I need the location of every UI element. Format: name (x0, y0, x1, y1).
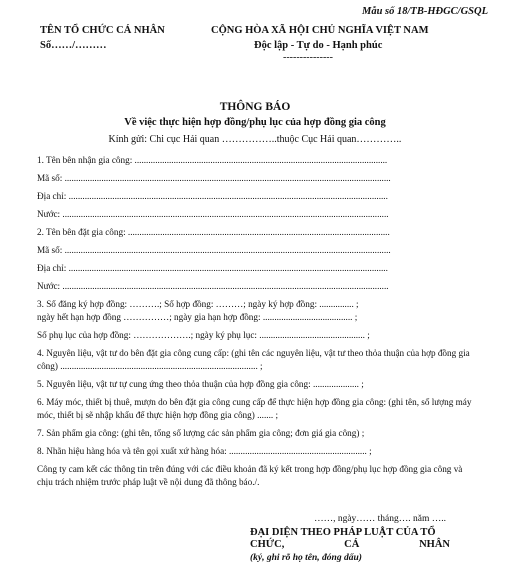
form-code: Mẫu số 18/TB-HĐGC/GSQL (361, 6, 488, 17)
form-body (37, 154, 477, 489)
commitment-statement: Công ty cam kết các thông tin trên đúng với các điều khoản đã ký kết trong hợp đồng/phụ lục hợp đồng gia công và chịu trách nhiệm trước pháp luật về nội dung đã thông báo./. (37, 464, 463, 487)
recipient-line: Kính gửi: Chi cục Hải quan ……………..thuộc Cục Hải quan………….. (108, 134, 402, 145)
signature-note: (ký, ghi rõ họ tên, đóng dấu) (250, 553, 362, 563)
signature-title: ĐẠI DIỆN THEO PHÁP LUẬT CỦA TỔ (250, 527, 436, 538)
field-recipient-party-name: 1. Tên bên nhận gia công: .............................................................................................................. (37, 155, 388, 165)
signature-word-ca: CÁ (344, 539, 360, 550)
signature-block (250, 514, 450, 563)
doc-subtitle: Về việc thực hiện hợp đồng/phụ lục của hợp đồng gia công (124, 117, 386, 128)
doc-title: THÔNG BÁO (219, 101, 291, 113)
doc-number: Số……/……… (40, 40, 107, 51)
field-ordering-party-country: Nước: .............................................................................................................................................. (37, 281, 389, 291)
field-trademark-origin: 8. Nhãn hiệu hàng hóa và tên gọi xuất xứ hàng hóa: ............................................................ ; (37, 446, 372, 456)
signature-word-org: CHỨC, (250, 539, 285, 550)
signature-title-line2 (250, 539, 450, 551)
field-ordering-party-address: Địa chỉ: ........................................................................................................................................... (37, 263, 388, 273)
field-appendix-number: Số phụ lục của hợp đồng: ……………….; ngày ký phụ lục: .............................................. ; (37, 330, 370, 340)
field-recipient-party-address: Địa chỉ: ........................................................................................................................................... (37, 191, 388, 201)
field-machinery: 6. Máy móc, thiết bị thuê, mượn do bên đặt gia công cung cấp để thực hiện hợp đồng gia công: (ghi tên, số lượng máy móc, thiết bị sẽ nhập khẩu để thực hiện hợp đồng gia công) ....... ; (37, 397, 472, 420)
motto: Độc lập - Tự do - Hạnh phúc (254, 40, 383, 51)
field-recipient-party-country: Nước: .............................................................................................................................................. (37, 209, 389, 219)
signature-date: ……, ngày…… tháng…. năm ….. (314, 514, 446, 524)
field-self-supplied-materials: 5. Nguyên liệu, vật tư tự cung ứng theo thỏa thuận của hợp đồng gia công: .................... ; (37, 379, 364, 389)
org-name: TÊN TỔ CHỨC CÁ NHÂN (40, 25, 165, 36)
field-supplied-materials: 4. Nguyên liệu, vật tư do bên đặt gia công cung cấp: (ghi tên các nguyên liệu, vật tư theo thỏa thuận của hợp đồng gia công) ...................................................................................... ; (37, 348, 470, 371)
field-recipient-party-code: Mã số: .............................................................................................................................................. (37, 173, 391, 183)
field-ordering-party-name: 2. Tên bên đặt gia công: .................................................................................................................. (37, 227, 390, 237)
field-ordering-party-code: Mã số: .............................................................................................................................................. (37, 245, 391, 255)
motto-underline: --------------- (283, 52, 333, 63)
nation-heading: CỘNG HÒA XÃ HỘI CHỦ NGHĨA VIỆT NAM (211, 25, 429, 36)
field-contract-registration: 3. Số đăng ký hợp đồng: ……….; Số hợp đồng: ………; ngày ký hợp đồng: ............... ; (37, 299, 359, 309)
field-contract-expiry: ngày hết hạn hợp đồng ……………; ngày gia hạn hợp đồng: ....................................... ; (37, 312, 358, 322)
field-products: 7. Sản phẩm gia công: (ghi tên, tổng số lượng các sản phẩm gia công; đơn giá gia công) ; (37, 428, 365, 438)
signature-word-individual: NHÂN (419, 539, 450, 550)
